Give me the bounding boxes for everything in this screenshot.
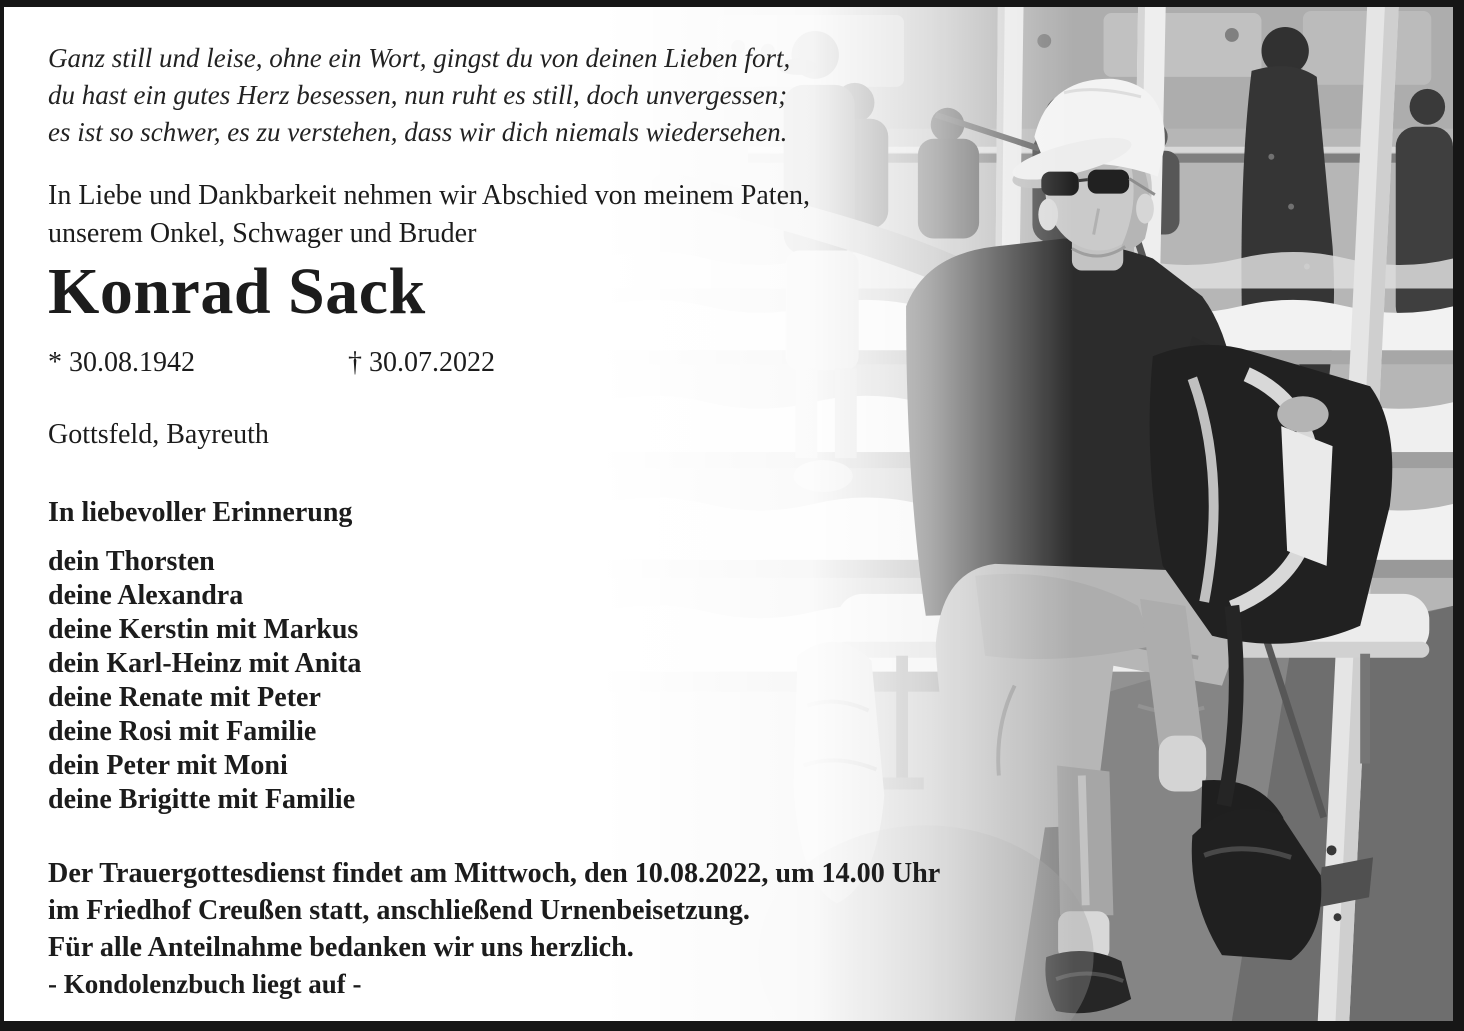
mourner-line: dein Peter mit Moni bbox=[48, 750, 288, 781]
farewell-intro bbox=[48, 177, 810, 253]
service-line: im Friedhof Creußen statt, anschließend Urnenbeisetzung. bbox=[48, 894, 750, 926]
mourner-line: deine Alexandra bbox=[48, 580, 244, 611]
memorial-verse bbox=[48, 40, 790, 151]
service-line: Für alle Anteilnahme bedanken wir uns herzlich. bbox=[48, 931, 634, 963]
life-dates bbox=[48, 347, 495, 379]
remembrance-heading: In liebevoller Erinnerung bbox=[48, 497, 353, 528]
verse-line: du hast ein gutes Herz besessen, nun ruht es still, doch unvergessen; bbox=[48, 80, 788, 110]
mourner-line: deine Renate mit Peter bbox=[48, 682, 321, 713]
death-date: † 30.07.2022 bbox=[348, 347, 495, 378]
birth-date: * 30.08.1942 bbox=[48, 347, 195, 378]
service-info bbox=[48, 855, 940, 966]
place-line: Gottsfeld, Bayreuth bbox=[48, 419, 269, 450]
mourner-line: deine Brigitte mit Familie bbox=[48, 784, 356, 815]
service-line: Der Trauergottesdienst findet am Mittwoch, den 10.08.2022, um 14.00 Uhr bbox=[48, 857, 941, 889]
intro-line: In Liebe und Dankbarkeit nehmen wir Abschied von meinem Paten, bbox=[48, 180, 811, 211]
mourner-line: dein Thorsten bbox=[48, 546, 215, 577]
mourner-line: dein Karl-Heinz mit Anita bbox=[48, 648, 362, 679]
condolence-note: - Kondolenzbuch liegt auf - bbox=[48, 969, 362, 999]
mourner-line: deine Kerstin mit Markus bbox=[48, 614, 359, 645]
intro-line: unserem Onkel, Schwager und Bruder bbox=[48, 218, 477, 249]
verse-line: Ganz still und leise, ohne ein Wort, gingst du von deinen Lieben fort, bbox=[48, 43, 791, 73]
deceased-name: Konrad Sack bbox=[48, 255, 426, 328]
mourner-line: deine Rosi mit Familie bbox=[48, 716, 317, 747]
verse-line: es ist so schwer, es zu verstehen, dass wir dich niemals wiedersehen. bbox=[48, 117, 788, 147]
mourners-list bbox=[48, 545, 361, 817]
obituary-text bbox=[4, 7, 1453, 1021]
